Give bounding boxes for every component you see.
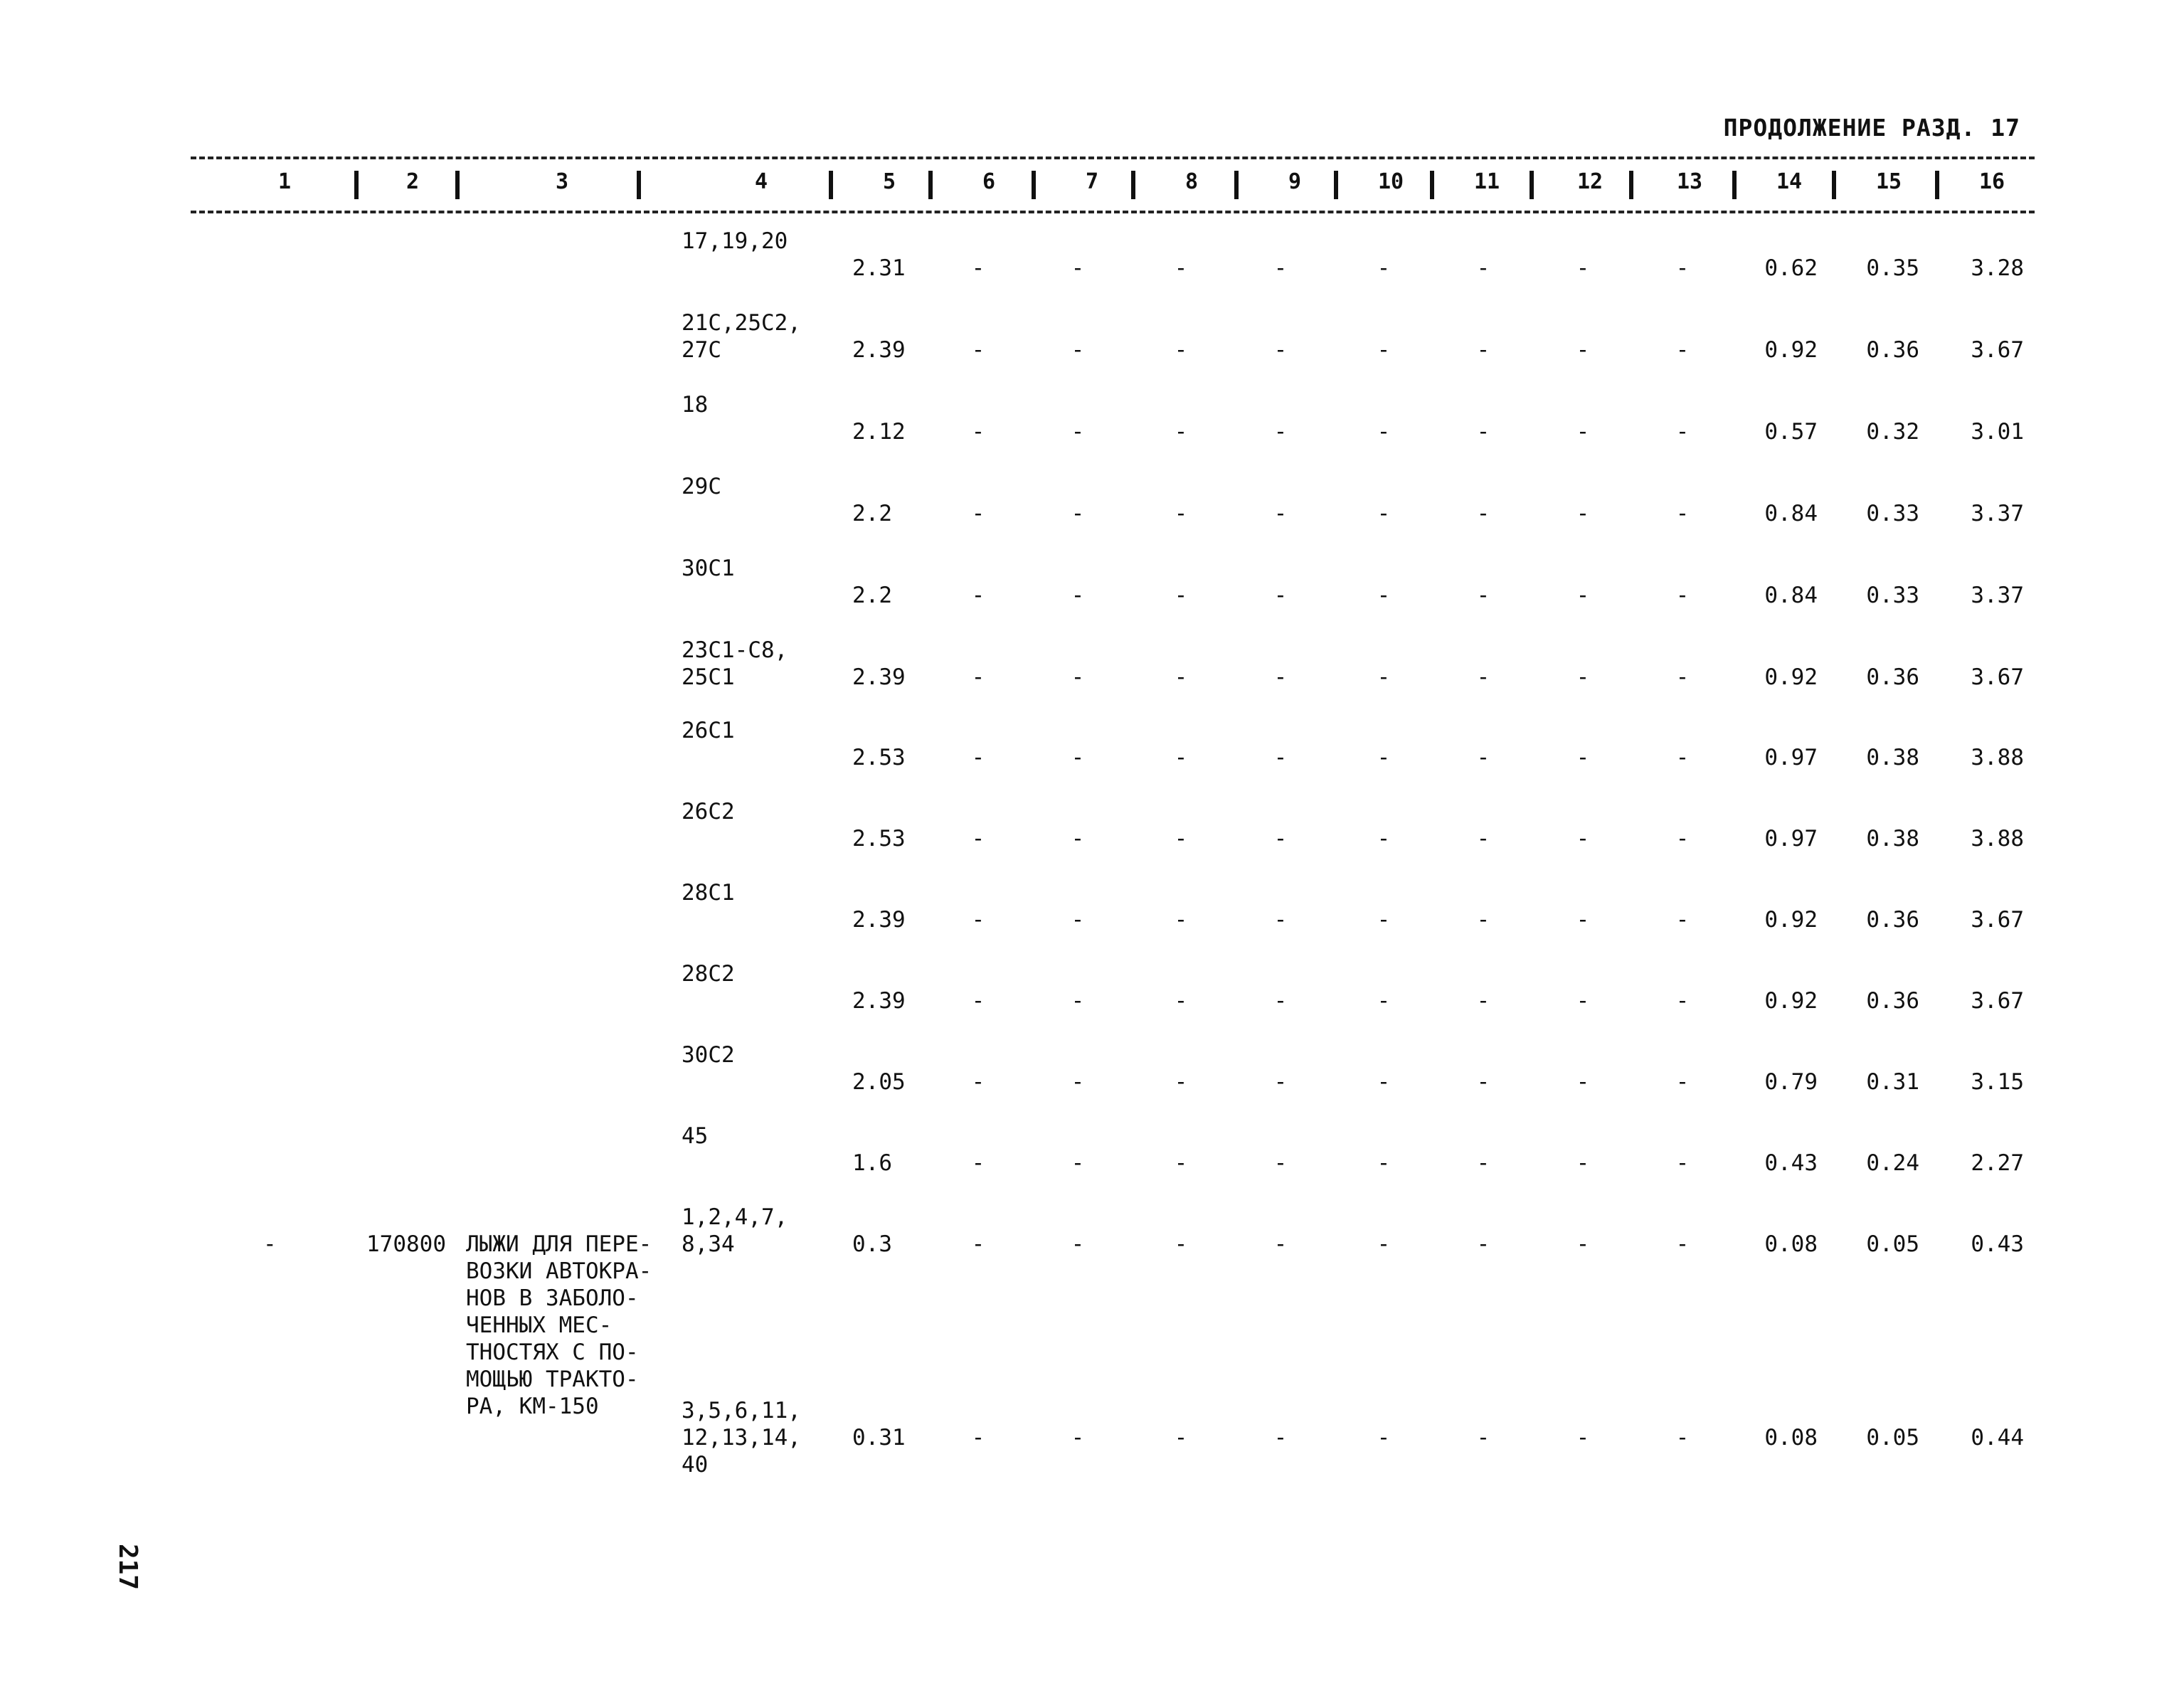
cell-col12-dash: - [1576,745,1590,770]
cell-col6-dash: - [971,501,985,526]
cell-col10-dash: - [1377,988,1391,1014]
cell-col10-dash: - [1377,745,1391,770]
cell-col10-dash: - [1377,1069,1391,1095]
cell-col11-dash: - [1476,501,1490,526]
column-header-12: 12 [1576,169,1603,194]
column-header-3: 3 [555,169,569,194]
cell-col14-value: 0.84 [1764,501,1818,526]
cell-col12-dash: - [1576,907,1590,933]
column-separator [1935,171,1939,199]
cell-col5-value: 2.12 [852,419,906,445]
column-header-13: 13 [1676,169,1703,194]
column-header-10: 10 [1377,169,1404,194]
cell-col13-dash: - [1675,988,1690,1014]
cell-col11-dash: - [1476,1069,1490,1095]
cell-col11-dash: - [1476,1231,1490,1257]
cell-col8-dash: - [1174,255,1188,281]
cell-col8-dash: - [1174,337,1188,363]
cell-col2-code: 170800 [366,1231,446,1257]
cell-col14-value: 0.57 [1764,419,1818,445]
cell-col6-dash: - [971,337,985,363]
cell-col6-dash: - [971,419,985,445]
cell-col12-dash: - [1576,583,1590,608]
header-bottom-rule [191,211,2035,213]
cell-col16-value: 3.28 [1971,255,2024,281]
cell-col4-positions: 18 [682,392,709,418]
cell-col9-dash: - [1273,907,1288,933]
cell-col4-positions: 1,2,4,7, 8,34 [682,1204,788,1257]
cell-col7-dash: - [1071,664,1085,690]
column-header-6: 6 [982,169,996,194]
cell-col8-dash: - [1174,826,1188,852]
column-header-1: 1 [277,169,292,194]
cell-col15-value: 0.36 [1866,337,1919,363]
cell-col15-value: 0.38 [1866,745,1919,770]
cell-col12-dash: - [1576,255,1590,281]
cell-col10-dash: - [1377,255,1391,281]
cell-col12-dash: - [1576,337,1590,363]
cell-col13-dash: - [1675,664,1690,690]
cell-col14-value: 0.08 [1764,1425,1818,1451]
cell-col6-dash: - [971,255,985,281]
cell-col5-value: 2.2 [852,501,892,526]
column-separator [928,171,933,199]
column-header-16: 16 [1978,169,2005,194]
column-header-2: 2 [405,169,420,194]
cell-col4-positions: 45 [682,1123,709,1149]
column-separator [1530,171,1534,199]
cell-col10-dash: - [1377,501,1391,526]
cell-col8-dash: - [1174,745,1188,770]
cell-col10-dash: - [1377,907,1391,933]
cell-col5-value: 2.39 [852,907,906,933]
cell-col7-dash: - [1071,1231,1085,1257]
cell-col15-value: 0.33 [1866,501,1919,526]
cell-col9-dash: - [1273,1231,1288,1257]
cell-col5-value: 2.53 [852,826,906,852]
cell-col11-dash: - [1476,337,1490,363]
cell-col16-value: 3.88 [1971,826,2024,852]
cell-col14-value: 0.97 [1764,826,1818,852]
cell-col11-dash: - [1476,1150,1490,1176]
cell-col4-positions: 3,5,6,11, 12,13,14, 40 [682,1398,801,1478]
cell-col5-value: 2.2 [852,583,892,608]
cell-col13-dash: - [1675,826,1690,852]
cell-col6-dash: - [971,1069,985,1095]
column-separator [455,171,460,199]
cell-col12-dash: - [1576,664,1590,690]
cell-col6-dash: - [971,1425,985,1451]
cell-col9-dash: - [1273,664,1288,690]
cell-col14-value: 0.92 [1764,988,1818,1014]
cell-col16-value: 3.67 [1971,988,2024,1014]
column-separator [354,171,359,199]
column-header-8: 8 [1184,169,1199,194]
cell-col16-value: 2.27 [1971,1150,2024,1176]
cell-col11-dash: - [1476,583,1490,608]
cell-col9-dash: - [1273,1425,1288,1451]
cell-col12-dash: - [1576,1069,1590,1095]
column-separator [1334,171,1338,199]
cell-col15-value: 0.33 [1866,583,1919,608]
cell-col5-value: 2.31 [852,255,906,281]
cell-col12-dash: - [1576,988,1590,1014]
cell-col4-positions: 28С2 [682,961,735,987]
cell-col15-value: 0.38 [1866,826,1919,852]
column-separator [829,171,833,199]
cell-col16-value: 3.67 [1971,907,2024,933]
cell-col8-dash: - [1174,1425,1188,1451]
cell-col15-value: 0.36 [1866,988,1919,1014]
cell-col15-value: 0.31 [1866,1069,1919,1095]
top-rule [191,157,2035,159]
cell-col15-value: 0.05 [1866,1231,1919,1257]
cell-col9-dash: - [1273,988,1288,1014]
cell-col12-dash: - [1576,1425,1590,1451]
cell-col6-dash: - [971,1150,985,1176]
cell-col5-value: 0.3 [852,1231,892,1257]
cell-col7-dash: - [1071,501,1085,526]
cell-col4-positions: 26С2 [682,799,735,824]
cell-col7-dash: - [1071,255,1085,281]
cell-col6-dash: - [971,988,985,1014]
cell-col15-value: 0.05 [1866,1425,1919,1451]
cell-col8-dash: - [1174,664,1188,690]
cell-col10-dash: - [1377,1150,1391,1176]
cell-col15-value: 0.24 [1866,1150,1919,1176]
cell-col12-dash: - [1576,501,1590,526]
column-header-9: 9 [1288,169,1302,194]
cell-col10-dash: - [1377,337,1391,363]
cell-col6-dash: - [971,745,985,770]
cell-col4-positions: 30С2 [682,1042,735,1068]
cell-col15-value: 0.35 [1866,255,1919,281]
cell-col9-dash: - [1273,583,1288,608]
column-separator [1629,171,1633,199]
cell-col16-value: 3.01 [1971,419,2024,445]
cell-col12-dash: - [1576,826,1590,852]
cell-col9-dash: - [1273,337,1288,363]
cell-col15-value: 0.32 [1866,419,1919,445]
cell-col16-value: 3.88 [1971,745,2024,770]
cell-col16-value: 3.15 [1971,1069,2024,1095]
cell-col9-dash: - [1273,745,1288,770]
cell-col5-value: 2.05 [852,1069,906,1095]
cell-col14-value: 0.43 [1764,1150,1818,1176]
column-header-5: 5 [882,169,896,194]
cell-col13-dash: - [1675,745,1690,770]
cell-col13-dash: - [1675,1231,1690,1257]
cell-col4-positions: 29С [682,474,721,499]
cell-col14-value: 0.08 [1764,1231,1818,1257]
cell-col7-dash: - [1071,745,1085,770]
column-separator [1234,171,1239,199]
cell-col7-dash: - [1071,419,1085,445]
cell-col1: - [263,1231,277,1257]
column-separator [1732,171,1737,199]
cell-col15-value: 0.36 [1866,664,1919,690]
cell-col8-dash: - [1174,907,1188,933]
column-separator [1131,171,1135,199]
cell-col4-positions: 17,19,20 [682,228,788,254]
cell-col16-value: 3.37 [1971,501,2024,526]
cell-col4-positions: 26С1 [682,718,735,743]
cell-col13-dash: - [1675,907,1690,933]
cell-col4-positions: 28С1 [682,880,735,906]
cell-col8-dash: - [1174,1069,1188,1095]
cell-col7-dash: - [1071,1069,1085,1095]
cell-col10-dash: - [1377,419,1391,445]
cell-col16-value: 3.67 [1971,664,2024,690]
cell-col3-name: ЛЫЖИ ДЛЯ ПЕРЕ- ВОЗКИ АВТОКРА- НОВ В ЗАБОЛО- ЧЕННЫХ МЕС- ТНОСТЯХ С ПО- МОЩЬЮ ТРАКТО- РА, КМ-150 [466,1231,652,1419]
cell-col14-value: 0.97 [1764,745,1818,770]
cell-col10-dash: - [1377,664,1391,690]
cell-col9-dash: - [1273,826,1288,852]
cell-col13-dash: - [1675,501,1690,526]
cell-col16-value: 3.67 [1971,337,2024,363]
cell-col11-dash: - [1476,826,1490,852]
cell-col14-value: 0.92 [1764,907,1818,933]
cell-col10-dash: - [1377,1425,1391,1451]
cell-col5-value: 2.53 [852,745,906,770]
cell-col11-dash: - [1476,988,1490,1014]
cell-col11-dash: - [1476,1425,1490,1451]
cell-col5-value: 2.39 [852,988,906,1014]
column-separator [1832,171,1836,199]
cell-col5-value: 1.6 [852,1150,892,1176]
cell-col11-dash: - [1476,745,1490,770]
cell-col13-dash: - [1675,419,1690,445]
cell-col6-dash: - [971,826,985,852]
cell-col9-dash: - [1273,1150,1288,1176]
column-separator [1032,171,1036,199]
cell-col13-dash: - [1675,583,1690,608]
cell-col6-dash: - [971,907,985,933]
cell-col14-value: 0.79 [1764,1069,1818,1095]
cell-col8-dash: - [1174,419,1188,445]
cell-col10-dash: - [1377,583,1391,608]
cell-col13-dash: - [1675,1425,1690,1451]
cell-col6-dash: - [971,583,985,608]
cell-col11-dash: - [1476,255,1490,281]
cell-col12-dash: - [1576,1150,1590,1176]
cell-col6-dash: - [971,1231,985,1257]
cell-col12-dash: - [1576,419,1590,445]
cell-col13-dash: - [1675,255,1690,281]
column-header-14: 14 [1776,169,1803,194]
cell-col7-dash: - [1071,826,1085,852]
cell-col7-dash: - [1071,337,1085,363]
cell-col13-dash: - [1675,1069,1690,1095]
cell-col7-dash: - [1071,583,1085,608]
section-continuation-title: ПРОДОЛЖЕНИЕ РАЗД. 17 [1723,114,2020,142]
cell-col9-dash: - [1273,255,1288,281]
cell-col7-dash: - [1071,1425,1085,1451]
page-number: 217 [113,1544,142,1591]
cell-col14-value: 0.84 [1764,583,1818,608]
cell-col9-dash: - [1273,1069,1288,1095]
cell-col10-dash: - [1377,826,1391,852]
cell-col5-value: 2.39 [852,337,906,363]
cell-col14-value: 0.92 [1764,664,1818,690]
cell-col13-dash: - [1675,337,1690,363]
cell-col13-dash: - [1675,1150,1690,1176]
cell-col8-dash: - [1174,501,1188,526]
cell-col8-dash: - [1174,1150,1188,1176]
column-header-11: 11 [1473,169,1500,194]
cell-col8-dash: - [1174,583,1188,608]
cell-col15-value: 0.36 [1866,907,1919,933]
cell-col7-dash: - [1071,988,1085,1014]
cell-col11-dash: - [1476,664,1490,690]
cell-col10-dash: - [1377,1231,1391,1257]
cell-col4-positions: 23С1-С8, 25С1 [682,637,788,690]
cell-col6-dash: - [971,664,985,690]
column-header-4: 4 [754,169,768,194]
cell-col8-dash: - [1174,1231,1188,1257]
column-separator [637,171,641,199]
column-separator [1430,171,1434,199]
cell-col5-value: 0.31 [852,1425,906,1451]
cell-col14-value: 0.62 [1764,255,1818,281]
cell-col4-positions: 30С1 [682,556,735,581]
cell-col5-value: 2.39 [852,664,906,690]
cell-col8-dash: - [1174,988,1188,1014]
cell-col16-value: 0.43 [1971,1231,2024,1257]
cell-col9-dash: - [1273,501,1288,526]
cell-col9-dash: - [1273,419,1288,445]
cell-col14-value: 0.92 [1764,337,1818,363]
cell-col11-dash: - [1476,907,1490,933]
column-header-7: 7 [1085,169,1099,194]
cell-col7-dash: - [1071,1150,1085,1176]
cell-col11-dash: - [1476,419,1490,445]
column-header-15: 15 [1875,169,1902,194]
cell-col16-value: 3.37 [1971,583,2024,608]
cell-col4-positions: 21С,25С2, 27С [682,310,801,363]
cell-col7-dash: - [1071,907,1085,933]
cell-col12-dash: - [1576,1231,1590,1257]
cell-col16-value: 0.44 [1971,1425,2024,1451]
